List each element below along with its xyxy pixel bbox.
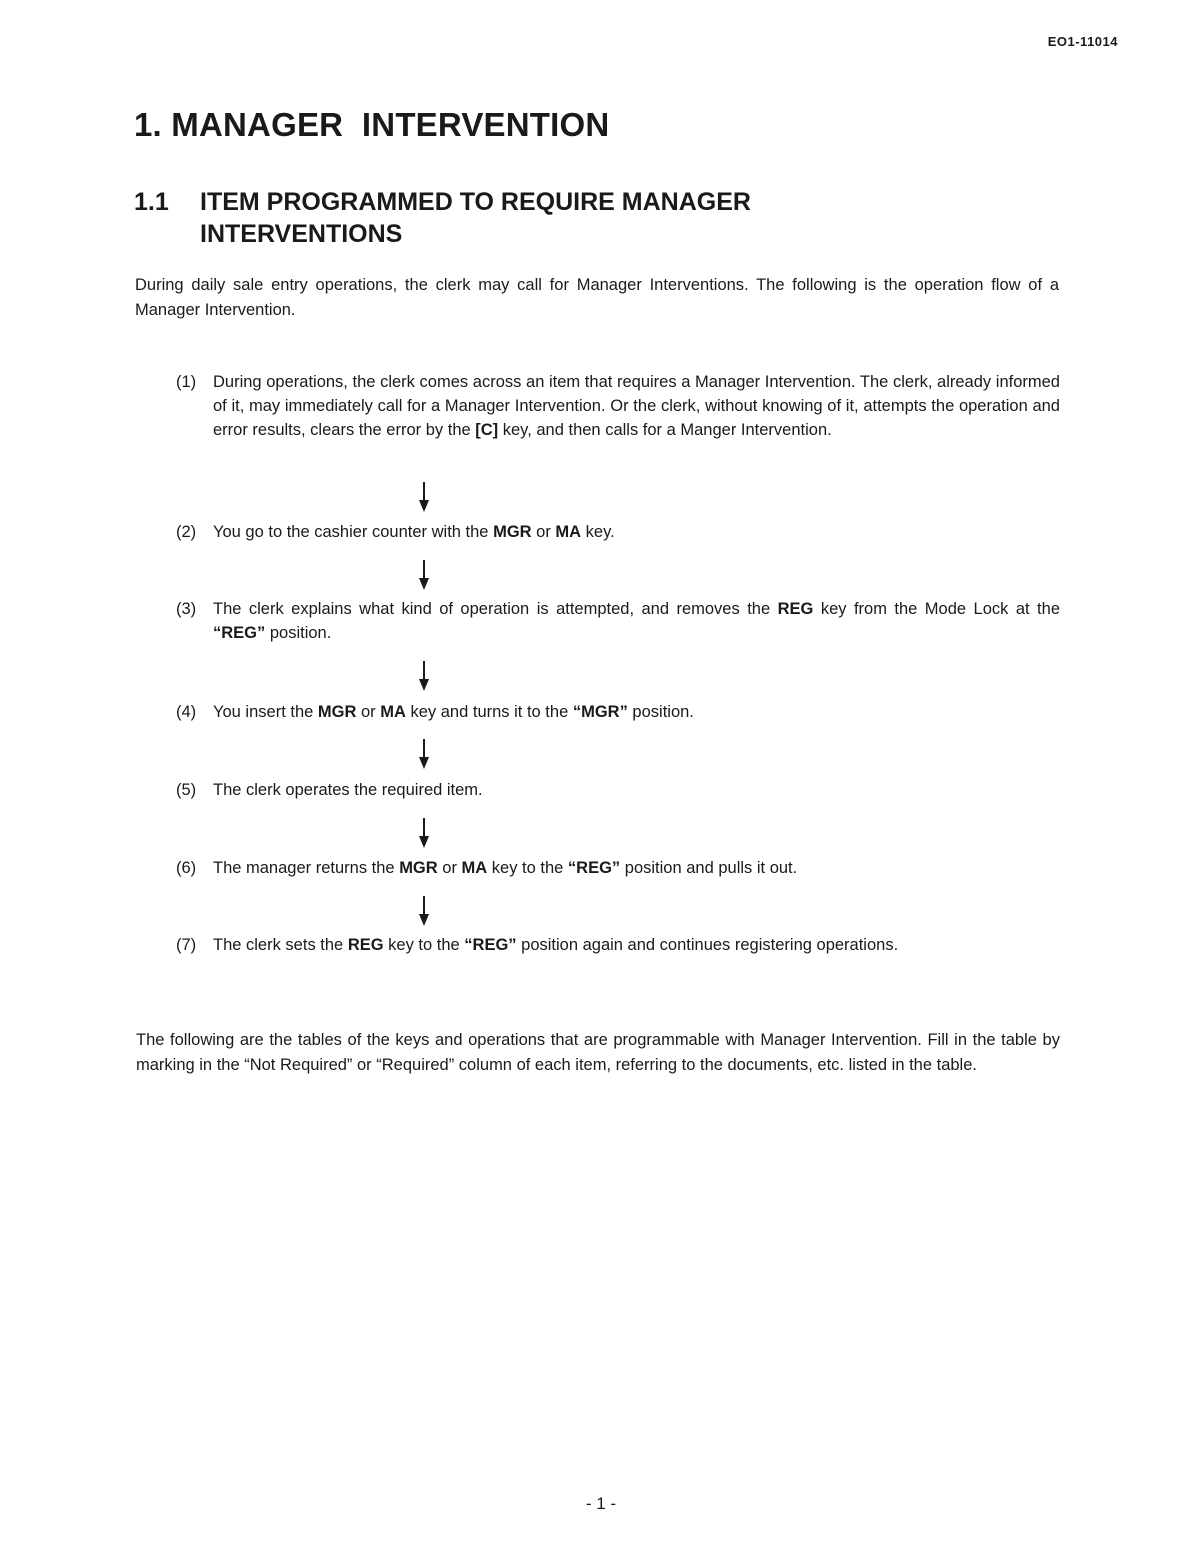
down-arrow-icon	[416, 895, 432, 927]
step-text: You go to the cashier counter with the MGR or MA key.	[213, 523, 615, 541]
intro-paragraph: During daily sale entry operations, the clerk may call for Manager Interventions. The following is the operation flow of a Manager Intervention.	[135, 276, 1059, 319]
step-text: The manager returns the MGR or MA key to the “REG” position and pulls it out.	[213, 859, 798, 877]
down-arrow-icon	[416, 559, 432, 591]
down-arrow-icon	[416, 817, 432, 849]
step-text: You insert the MGR or MA key and turns it to the “MGR” position.	[213, 703, 694, 721]
step-text: The clerk operates the required item.	[213, 781, 483, 799]
step-number: (4)	[176, 703, 197, 721]
down-arrow-icon	[416, 738, 432, 770]
flow-step-4	[176, 700, 1060, 724]
step-number: (5)	[176, 781, 197, 799]
down-arrow-icon	[416, 481, 432, 513]
step-text: The clerk explains what kind of operation is attempted, and removes the REG key from the Mode Lock at the “REG” position.	[213, 600, 1060, 642]
section-title: ITEM PROGRAMMED TO REQUIRE MANAGER INTERVENTIONS	[200, 188, 751, 248]
flow-step-1	[176, 370, 1060, 442]
step-number: (6)	[176, 859, 197, 877]
step-text: The clerk sets the REG key to the “REG” position again and continues registering operations.	[213, 936, 899, 954]
flow-step-7	[176, 933, 1060, 957]
down-arrow-icon	[416, 660, 432, 692]
flow-step-2	[176, 520, 1060, 544]
outro-paragraph: The following are the tables of the keys and operations that are programmable with Manager Intervention. Fill in the table by marking in the “Not Required” or “Required” column of each item, referring to the documents, etc. listed in the table.	[136, 1031, 1060, 1074]
step-number: (1)	[176, 373, 197, 391]
flow-step-5	[176, 778, 1060, 802]
step-number: (7)	[176, 936, 197, 954]
section-number: 1.1	[134, 188, 169, 216]
section-heading	[134, 186, 900, 250]
chapter-title: 1. MANAGER INTERVENTION	[134, 106, 610, 143]
step-number: (2)	[176, 523, 197, 541]
flow-step-3	[176, 597, 1060, 645]
step-number: (3)	[176, 600, 197, 618]
document-id: EO1-11014	[1047, 34, 1118, 49]
page-number: - 1 -	[585, 1494, 617, 1513]
step-text: During operations, the clerk comes across an item that requires a Manager Intervention. The clerk, already informed of it, may immediately call for a Manager Intervention. Or the clerk, without knowing of it, attempts the operation and error results, clears the error by the [C] key, and then calls for a Manger Intervention.	[213, 373, 1060, 439]
flow-step-6	[176, 856, 1060, 880]
